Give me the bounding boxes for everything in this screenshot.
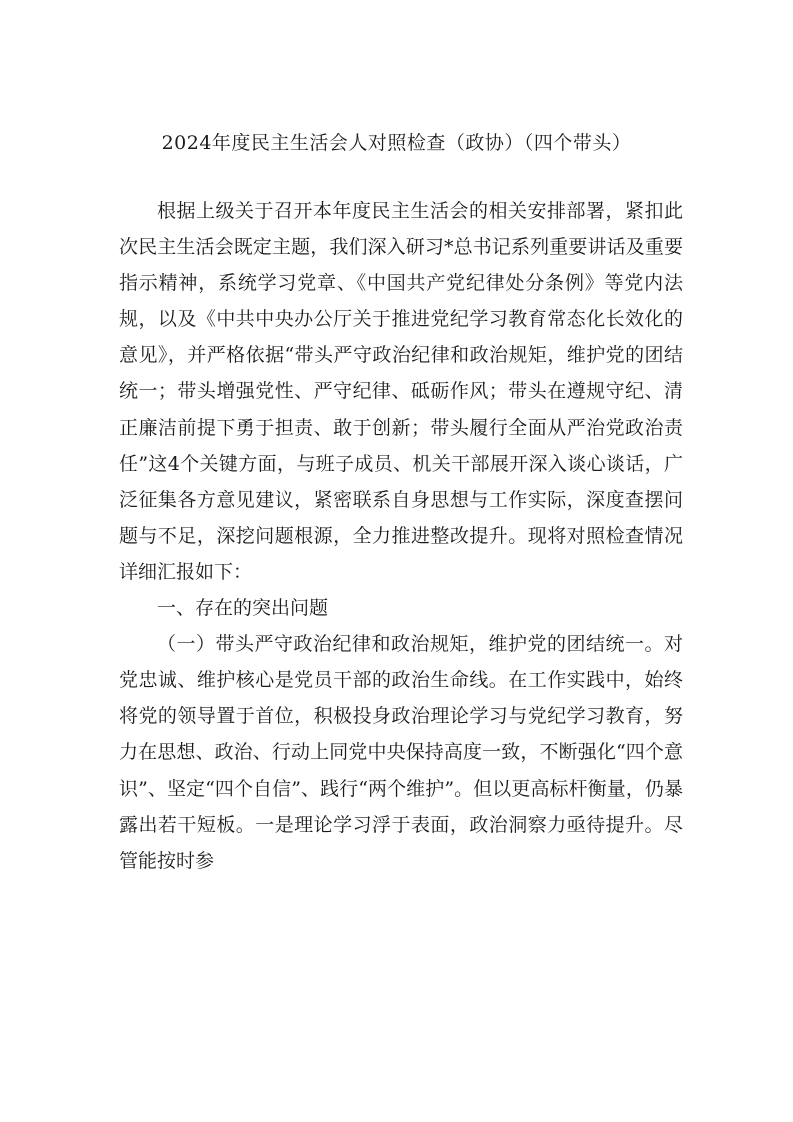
intro-paragraph: 根据上级关于召开本年度民主生活会的相关安排部署，紧扣此次民主生活会既定主题，我们深入研习*总书记系列重要讲话及重要指示精神，系统学习党章、《中国共产党纪律处分条例》等党内法规，以及《中共中央办公厅关于推进党纪学习教育常态化长效化的意见》，并严格依据“带头严守政治纪律和政治规矩，维护党的团结统一；带头增强党性、严守纪律、砥砺作风；带头在遵规守纪、清正廉洁前提下勇于担责、敢于创新；带头履行全面从严治党政治责任”这4个关键方面，与班子成员、机关干部展开深入谈心谈话，广泛征集各方意见建议，紧密联系自身思想与工作实际，深度查摆问题与不足，深挖问题根源，全力推进整改提升。现将对照检查情况详细汇报如下： (119, 200, 683, 583)
section-heading: 一、存在的突出问题 (157, 597, 329, 620)
subsection-paragraph: （一）带头严守政治纪律和政治规矩，维护党的团结统一。对党忠诚、维护核心是党员干部的政治生命线。在工作实践中，始终将党的领导置于首位，积极投身政治理论学习与党纪学习教育，努力在思想、政治、行动上同党中央保持高度一致，不断强化“四个意识”、坚定“四个自信”、践行“两个维护”。但以更高标杆衡量，仍暴露出若干短板。一是理论学习浮于表面，政治洞察力亟待提升。尽管能按时参 (119, 633, 683, 872)
document-title: 2024年度民主生活会人对照检查（政协）（四个带头） (161, 132, 632, 154)
document-body (119, 193, 683, 879)
